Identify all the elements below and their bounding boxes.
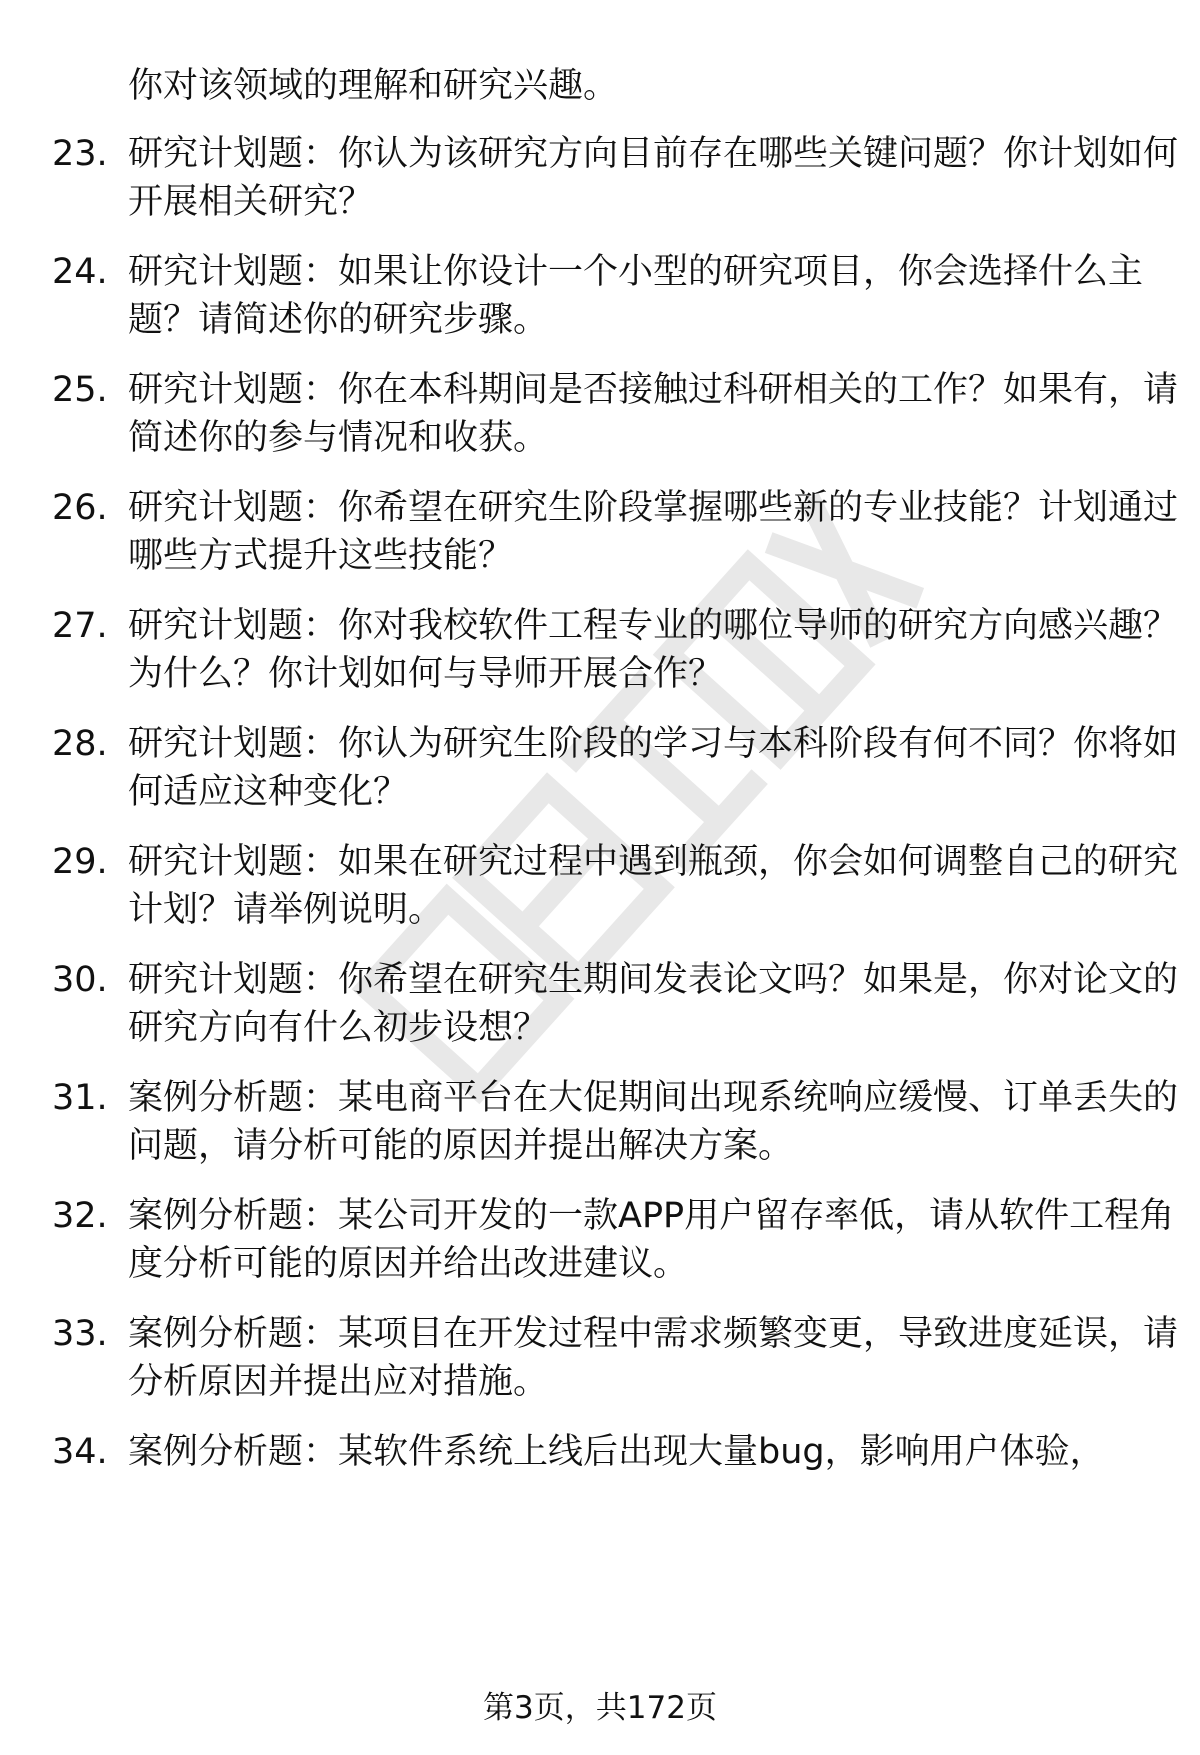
question-number: 32. (52, 1196, 108, 1236)
question-number: 23. (52, 134, 108, 174)
page-footer: 第3页，共172页 (483, 1690, 717, 1726)
question-text: 研究计划题：你希望在研究生阶段掌握哪些新的专业技能？计划通过哪些方式提升这些技能？ (128, 488, 1179, 576)
question-item (52, 956, 1179, 1052)
question-text: 研究计划题：如果在研究过程中遇到瓶颈，你会如何调整自己的研究计划？请举例说明。 (128, 842, 1179, 930)
question-number: 34. (52, 1432, 108, 1472)
question-text: 研究计划题：如果让你设计一个小型的研究项目，你会选择什么主题？请简述你的研究步骤。 (128, 252, 1144, 340)
question-number: 29. (52, 842, 108, 882)
question-text: 研究计划题：你对我校软件工程专业的哪位导师的研究方向感兴趣？为什么？你计划如何与导师开展合作？ (128, 606, 1179, 694)
question-item (52, 1428, 1152, 1476)
question-number: 27. (52, 606, 108, 646)
question-number: 26. (52, 488, 108, 528)
question-number: 30. (52, 960, 108, 1000)
question-item (52, 602, 1179, 698)
question-item (52, 838, 1179, 934)
question-number: 24. (52, 252, 108, 292)
question-item (52, 484, 1179, 580)
question-item (52, 1074, 1179, 1170)
continued-text: 你对该领域的理解和研究兴趣。 (128, 66, 619, 106)
question-item (52, 130, 1179, 226)
question-item (52, 720, 1179, 816)
question-text: 案例分析题：某项目在开发过程中需求频繁变更，导致进度延误，请分析原因并提出应对措施。 (128, 1314, 1179, 1402)
question-number: 25. (52, 370, 108, 410)
question-item (52, 1310, 1179, 1406)
question-number: 33. (52, 1314, 108, 1354)
question-text: 案例分析题：某公司开发的一款APP用户留存率低，请从软件工程角度分析可能的原因并给出改进建议。 (128, 1196, 1175, 1284)
question-text: 案例分析题：某软件系统上线后出现大量bug，影响用户体验， (128, 1432, 1105, 1472)
question-item (52, 248, 1152, 344)
question-text: 研究计划题：你希望在研究生期间发表论文吗？如果是，你对论文的研究方向有什么初步设想？ (128, 960, 1179, 1048)
question-text: 研究计划题：你认为研究生阶段的学习与本科阶段有何不同？你将如何适应这种变化？ (128, 724, 1179, 812)
question-item (52, 366, 1179, 462)
question-number: 31. (52, 1078, 108, 1118)
question-text: 研究计划题：你在本科期间是否接触过科研相关的工作？如果有，请简述你的参与情况和收获。 (128, 370, 1179, 458)
question-text: 研究计划题：你认为该研究方向目前存在哪些关键问题？你计划如何开展相关研究？ (128, 134, 1179, 222)
question-number: 28. (52, 724, 108, 764)
question-item (52, 1192, 1175, 1288)
question-text: 案例分析题：某电商平台在大促期间出现系统响应缓慢、订单丢失的问题，请分析可能的原因并提出解决方案。 (128, 1078, 1179, 1166)
